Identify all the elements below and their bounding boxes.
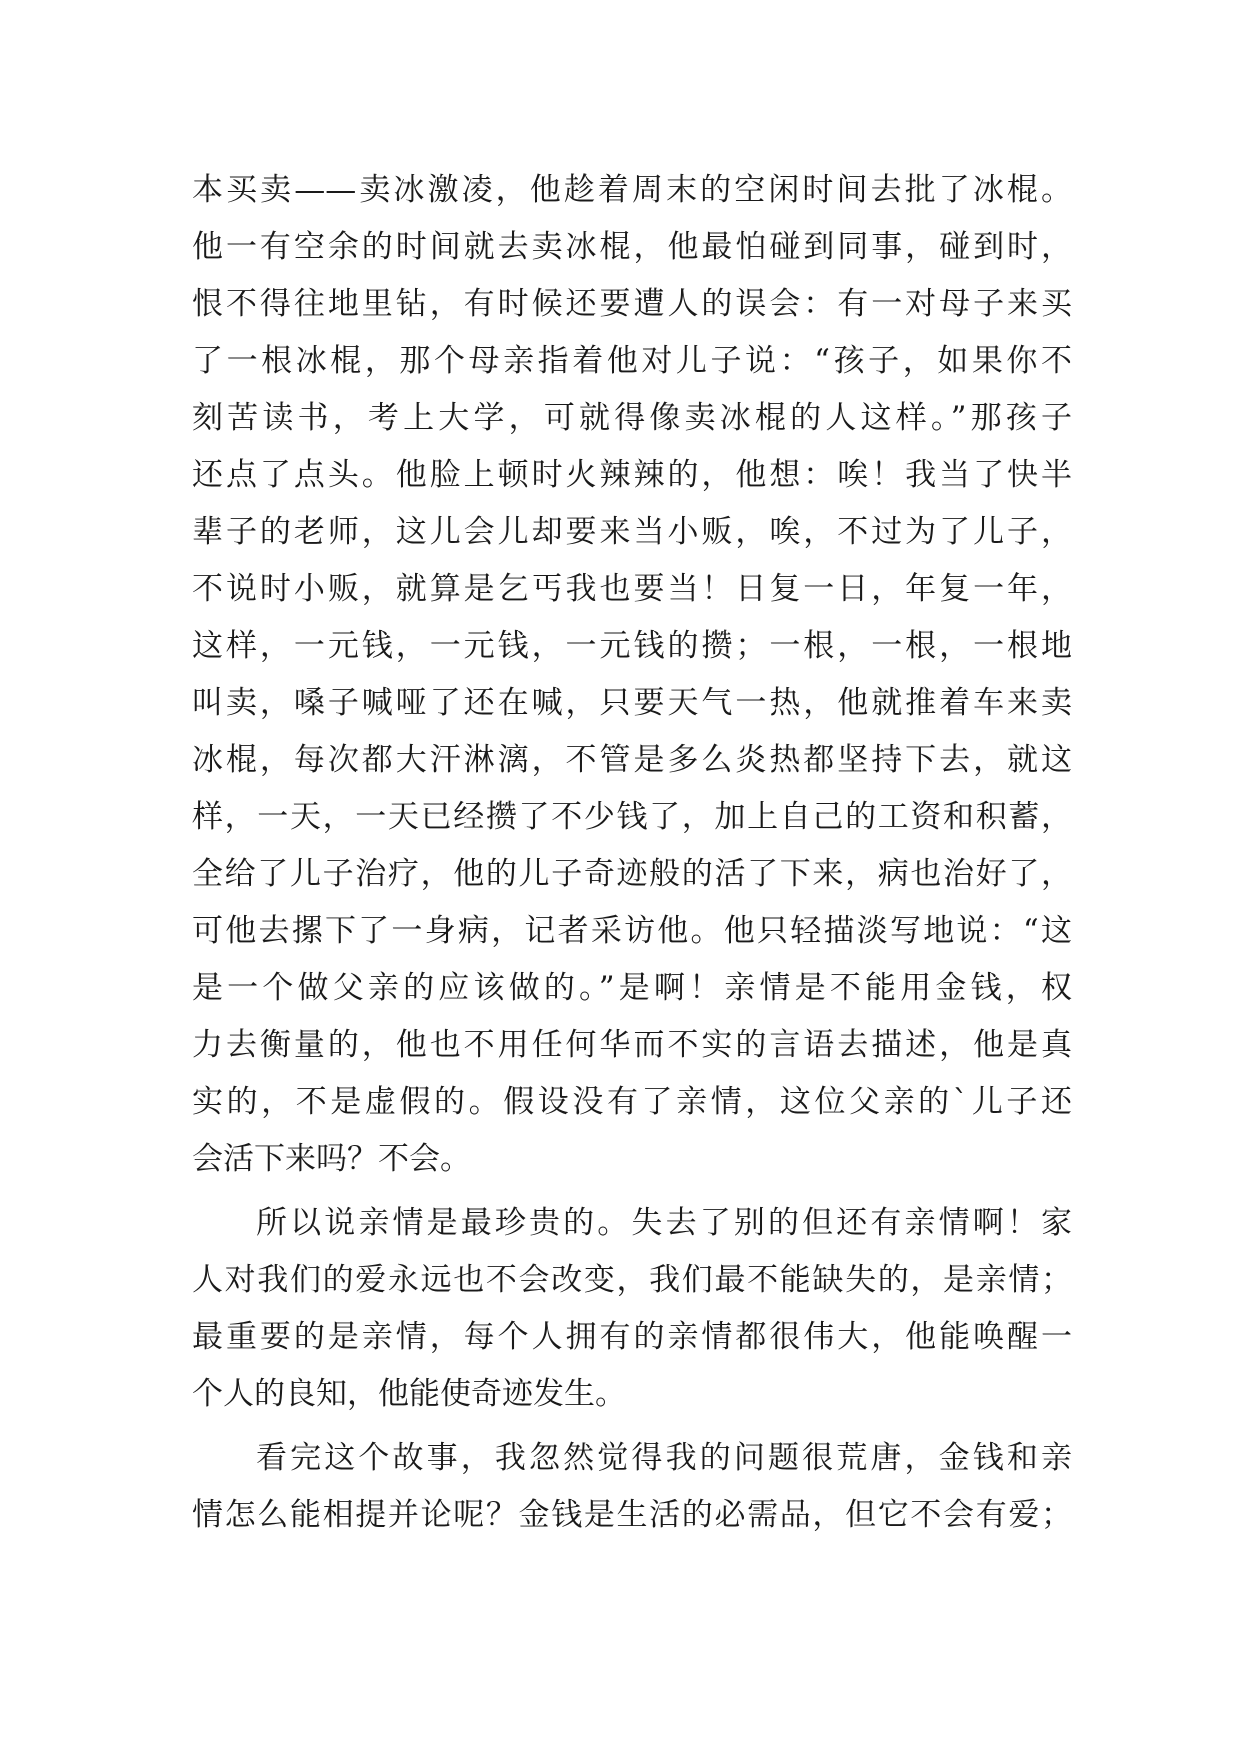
paragraph-spacing — [192, 1423, 1072, 1430]
text-line: 他一有空余的时间就去卖冰棍，他最怕碰到同事，碰到时， — [192, 229, 1072, 265]
text-line: 了一根冰棍，那个母亲指着他对儿子说：“孩子，如果你不 — [192, 343, 1072, 379]
text-line: 会活下来吗？不会。 — [192, 1141, 471, 1177]
text-line: 还点了点头。他脸上顿时火辣辣的，他想：唉！我当了快半 — [192, 457, 1072, 493]
paragraph-spacing — [192, 1188, 1072, 1195]
text-line: 冰棍，每次都大汗淋漓，不管是多么炎热都坚持下去，就这 — [192, 742, 1072, 778]
text-line: 样，一天，一天已经攒了不少钱了，加上自己的工资和积蓄， — [192, 799, 1072, 835]
text-line: 叫卖，嗓子喊哑了还在喊，只要天气一热，他就推着车来卖 — [192, 685, 1072, 721]
text-line: 情怎么能相提并论呢？金钱是生活的必需品，但它不会有爱； — [192, 1497, 1072, 1533]
text-line: 这样，一元钱，一元钱，一元钱的攒；一根，一根，一根地 — [192, 628, 1072, 664]
text-line: 最重要的是亲情，每个人拥有的亲情都很伟大，他能唤醒一 — [192, 1319, 1072, 1355]
text-line: 辈子的老师，这儿会儿却要来当小贩，唉，不过为了儿子， — [192, 514, 1072, 550]
text-line: 本买卖——卖冰激凌，他趁着周末的空闲时间去批了冰棍。 — [192, 172, 1072, 208]
text-line: 是一个做父亲的应该做的。”是啊！亲情是不能用金钱，权 — [192, 970, 1072, 1006]
text-line: 所以说亲情是最珍贵的。失去了别的但还有亲情啊！家 — [256, 1205, 1072, 1241]
text-line: 力去衡量的，他也不用任何华而不实的言语去描述，他是真 — [192, 1027, 1072, 1063]
document-body — [192, 162, 1072, 1544]
text-line: 可他去摞下了一身病，记者采访他。他只轻描淡写地说：“这 — [192, 913, 1072, 949]
paragraph — [192, 162, 1072, 1188]
text-line: 个人的良知，他能使奇迹发生。 — [192, 1376, 626, 1412]
text-line: 人对我们的爱永远也不会改变，我们最不能缺失的，是亲情； — [192, 1262, 1072, 1298]
text-line: 恨不得往地里钻，有时候还要遭人的误会：有一对母子来买 — [192, 286, 1072, 322]
text-line: 看完这个故事，我忽然觉得我的问题很荒唐，金钱和亲 — [256, 1440, 1072, 1476]
text-line: 实的，不是虚假的。假设没有了亲情，这位父亲的`儿子还 — [192, 1084, 1072, 1120]
paragraph — [192, 1430, 1072, 1544]
text-line: 全给了儿子治疗，他的儿子奇迹般的活了下来，病也治好了， — [192, 856, 1072, 892]
text-line: 不说时小贩，就算是乞丐我也要当！日复一日，年复一年， — [192, 571, 1072, 607]
paragraph — [192, 1195, 1072, 1423]
text-line: 刻苦读书，考上大学，可就得像卖冰棍的人这样。”那孩子 — [192, 400, 1072, 436]
